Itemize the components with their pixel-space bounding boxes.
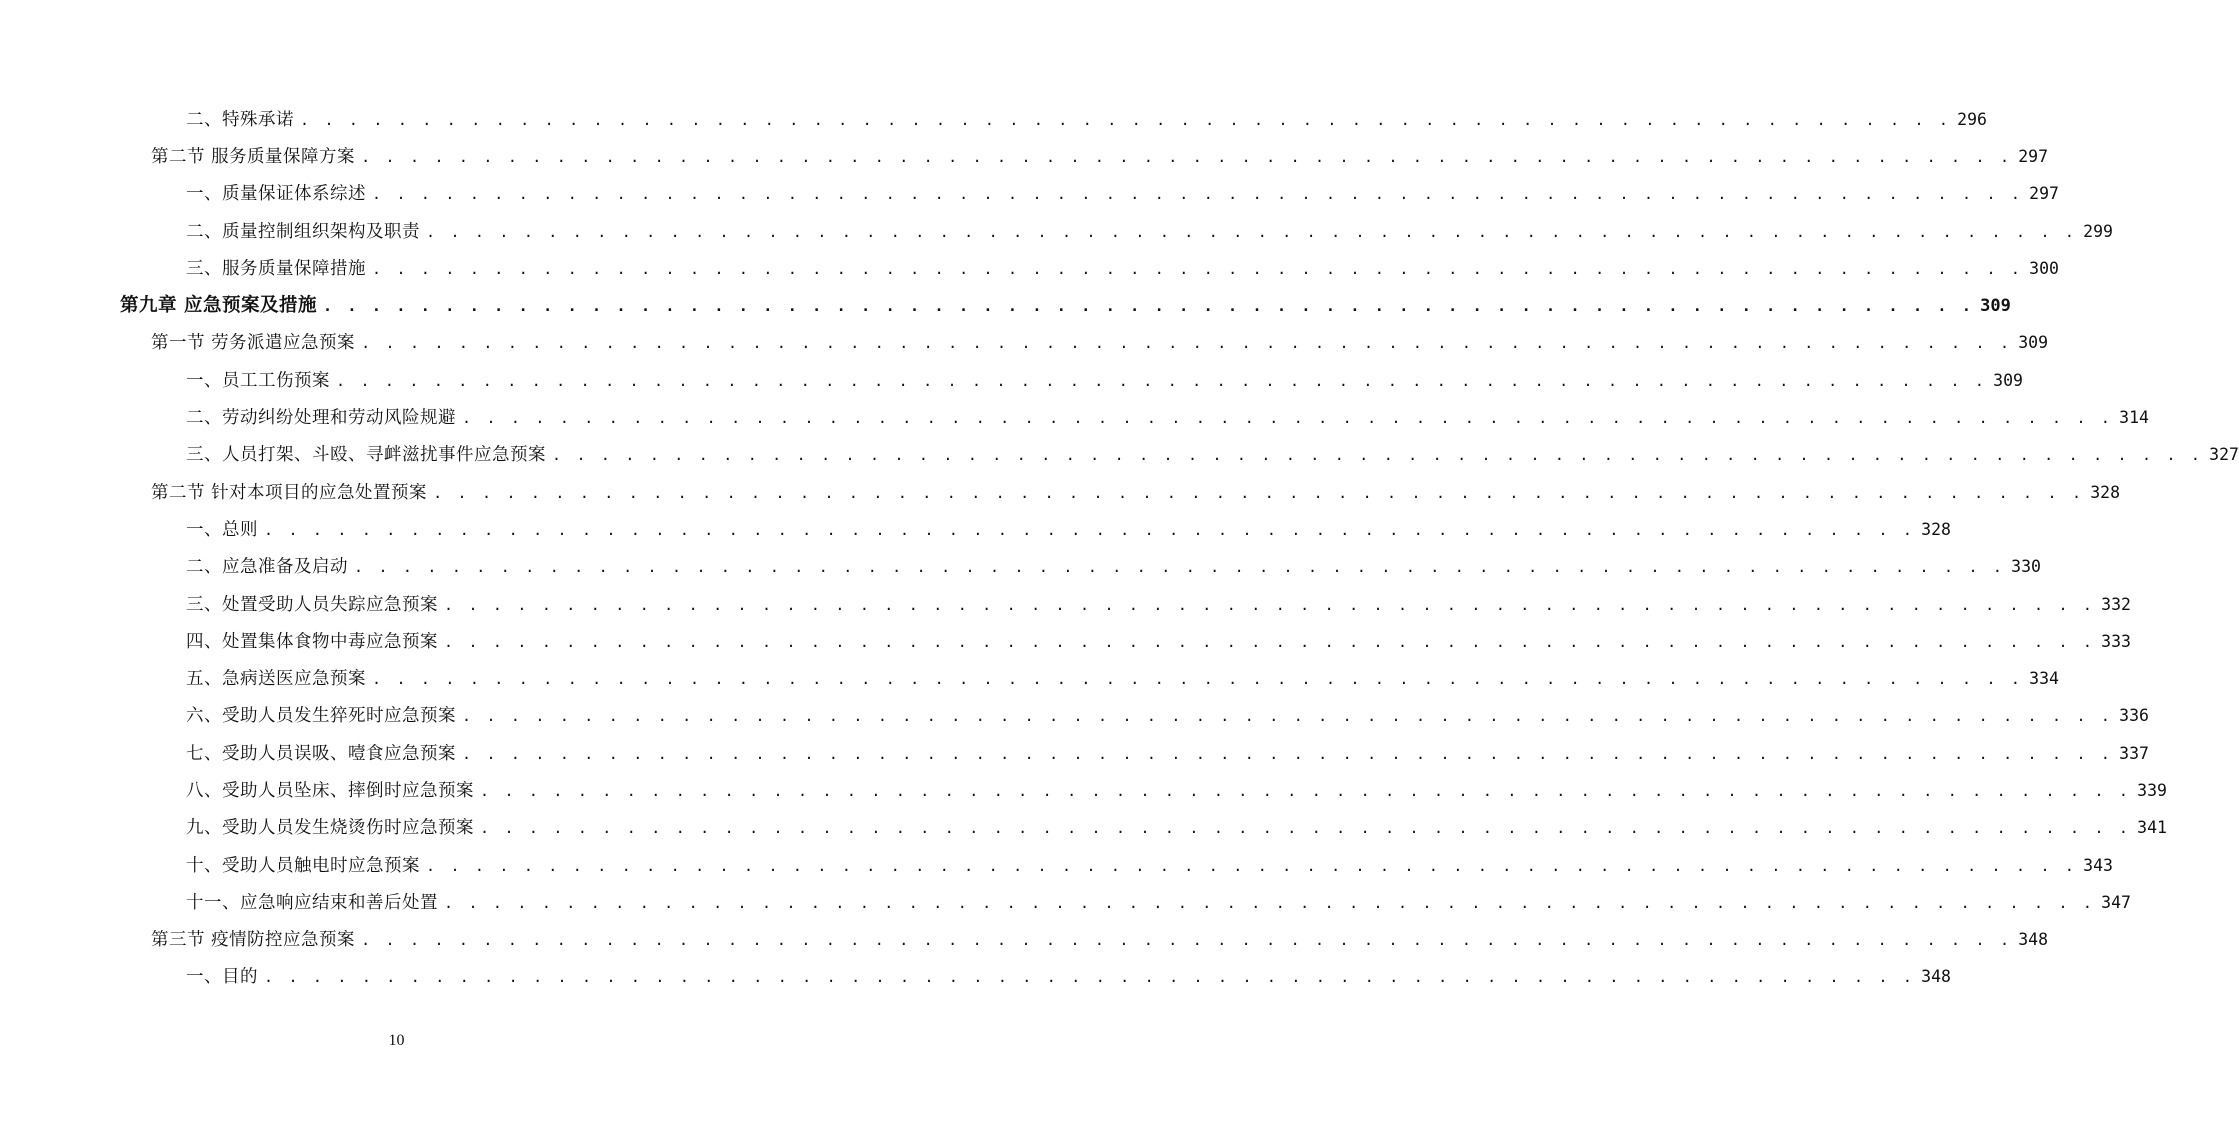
toc-dot-leader: . . . . . . . . . . . . . . . . . . . . . . . . . . . . . . . . . . . . . . . . . . . . . . . . . . . . . . . . . . . . . . . . . . . . (361, 931, 2013, 950)
toc-entry-page: 336 (2119, 706, 2149, 726)
toc-entry[interactable] (0, 474, 2121, 511)
toc-dot-leader: . . . . . . . . . . . . . . . . . . . . . . . . . . . . . . . . . . . . . . . . . . . . . . . . . . . . . . . . . . . . . . . . . . . . (322, 297, 1975, 316)
toc-entry-label: 十、受助人员触电时应急预案 (186, 855, 420, 876)
toc-entry-label: 一、员工工伤预案 (186, 370, 330, 391)
toc-entry-page: 297 (2029, 184, 2059, 204)
toc-entry-label: 三、服务质量保障措施 (186, 258, 366, 279)
toc-entry-label: 二、质量控制组织架构及职责 (186, 221, 420, 242)
toc-dot-leader: . . . . . . . . . . . . . . . . . . . . . . . . . . . . . . . . . . . . . . . . . . . . . . . . . . . . . . . . . . . . . . . . . . . . (480, 819, 2132, 838)
toc-dot-leader: . . . . . . . . . . . . . . . . . . . . . . . . . . . . . . . . . . . . . . . . . . . . . . . . . . . . . . . . . . . . . . . . . . . . (462, 707, 2114, 726)
toc-entry-label: 一、总则 (186, 519, 258, 540)
toc-entry[interactable] (0, 437, 2239, 474)
toc-entry[interactable] (0, 735, 2149, 772)
toc-dot-leader: . . . . . . . . . . . . . . . . . . . . . . . . . . . . . . . . . . . . . . . . . . . . . . . . . . . . . . . . . . . . . . . . . . . . (264, 968, 1916, 987)
toc-entry-page: 337 (2119, 743, 2149, 763)
toc-entry-label: 六、受助人员发生猝死时应急预案 (186, 706, 456, 727)
toc-entry[interactable] (0, 847, 2113, 884)
toc-entry[interactable] (0, 922, 2049, 959)
toc-entry-label: 二、特殊承诺 (186, 109, 294, 130)
toc-dot-leader: . . . . . . . . . . . . . . . . . . . . . . . . . . . . . . . . . . . . . . . . . . . . . . . . . . . . . . . . . . . . . . . . . . . . (264, 520, 1916, 539)
toc-entry-label: 第一节 劳务派遣应急预案 (151, 333, 356, 354)
toc-entry[interactable] (0, 287, 2011, 324)
toc-entry[interactable] (0, 213, 2113, 250)
toc-dot-leader: . . . . . . . . . . . . . . . . . . . . . . . . . . . . . . . . . . . . . . . . . . . . . . . . . . . . . . . . . . . . . . . . . . . . (462, 744, 2114, 763)
toc-entry-label: 第九章 应急预案及措施 (120, 295, 317, 317)
toc-entry[interactable] (0, 511, 1951, 548)
toc-entry-page: 332 (2101, 594, 2131, 614)
toc-entry-page: 309 (1980, 296, 2011, 317)
toc-entry-page: 339 (2137, 780, 2167, 800)
toc-entry[interactable] (0, 549, 2041, 586)
toc-entry-label: 二、应急准备及启动 (186, 557, 348, 578)
toc-entry[interactable] (0, 586, 2131, 623)
toc-entry-label: 十一、应急响应结束和善后处置 (186, 892, 438, 913)
toc-entry-label: 一、目的 (186, 967, 258, 988)
toc-dot-leader: . . . . . . . . . . . . . . . . . . . . . . . . . . . . . . . . . . . . . . . . . . . . . . . . . . . . . . . . . . . . . . . . . . . . (361, 334, 2013, 353)
toc-entry-page: 327 (2209, 445, 2239, 465)
toc-dot-leader: . . . . . . . . . . . . . . . . . . . . . . . . . . . . . . . . . . . . . . . . . . . . . . . . . . . . . . . . . . . . . . . . . . . . (444, 632, 2096, 651)
toc-dot-leader: . . . . . . . . . . . . . . . . . . . . . . . . . . . . . . . . . . . . . . . . . . . . . . . . . . . . . . . . . . . . . . . . . . . . (336, 371, 1988, 390)
table-of-contents (0, 101, 2239, 996)
toc-entry-page: 297 (2018, 146, 2049, 166)
toc-entry-page: 341 (2137, 818, 2167, 838)
toc-dot-leader: . . . . . . . . . . . . . . . . . . . . . . . . . . . . . . . . . . . . . . . . . . . . . . . . . . . . . . . . . . . . . . . . . . . . (372, 670, 2024, 689)
toc-entry-label: 九、受助人员发生烧烫伤时应急预案 (186, 818, 474, 839)
toc-entry[interactable] (0, 772, 2167, 809)
toc-entry[interactable] (0, 138, 2049, 175)
toc-entry-label: 第二节 针对本项目的应急处置预案 (151, 482, 428, 503)
toc-entry-label: 四、处置集体食物中毒应急预案 (186, 631, 438, 652)
toc-entry[interactable] (0, 362, 2023, 399)
toc-entry[interactable] (0, 399, 2149, 436)
toc-entry-page: 300 (2029, 258, 2059, 278)
toc-dot-leader: . . . . . . . . . . . . . . . . . . . . . . . . . . . . . . . . . . . . . . . . . . . . . . . . . . . . . . . . . . . . . . . . . . . . (426, 222, 2078, 241)
toc-dot-leader: . . . . . . . . . . . . . . . . . . . . . . . . . . . . . . . . . . . . . . . . . . . . . . . . . . . . . . . . . . . . . . . . . . . . (444, 893, 2096, 912)
toc-entry-page: 343 (2083, 855, 2113, 875)
toc-dot-leader: . . . . . . . . . . . . . . . . . . . . . . . . . . . . . . . . . . . . . . . . . . . . . . . . . . . . . . . . . . . . . . . . . . . . (361, 147, 2013, 166)
toc-entry-label: 八、受助人员坠床、摔倒时应急预案 (186, 780, 474, 801)
toc-entry[interactable] (0, 250, 2059, 287)
toc-entry-page: 309 (2018, 333, 2049, 353)
toc-entry-page: 334 (2029, 669, 2059, 689)
toc-entry[interactable] (0, 176, 2059, 213)
toc-entry-page: 330 (2011, 557, 2041, 577)
toc-dot-leader: . . . . . . . . . . . . . . . . . . . . . . . . . . . . . . . . . . . . . . . . . . . . . . . . . . . . . . . . . . . . . . . . . . . . (300, 110, 1952, 129)
toc-entry-page: 348 (1921, 967, 1951, 987)
toc-entry-page: 333 (2101, 631, 2131, 651)
toc-entry-label: 第三节 疫情防控应急预案 (151, 930, 356, 951)
toc-entry[interactable] (0, 101, 1987, 138)
toc-entry-label: 一、质量保证体系综述 (186, 184, 366, 205)
toc-dot-leader: . . . . . . . . . . . . . . . . . . . . . . . . . . . . . . . . . . . . . . . . . . . . . . . . . . . . . . . . . . . . . . . . . . . . (426, 856, 2078, 875)
toc-entry-label: 二、劳动纠纷处理和劳动风险规避 (186, 408, 456, 429)
toc-dot-leader: . . . . . . . . . . . . . . . . . . . . . . . . . . . . . . . . . . . . . . . . . . . . . . . . . . . . . . . . . . . . . . . . . . . . (444, 595, 2096, 614)
toc-entry[interactable] (0, 623, 2131, 660)
toc-entry-label: 五、急病送医应急预案 (186, 669, 366, 690)
toc-entry-page: 328 (2090, 482, 2121, 502)
toc-entry[interactable] (0, 698, 2149, 735)
toc-entry-page: 309 (1993, 370, 2023, 390)
toc-dot-leader: . . . . . . . . . . . . . . . . . . . . . . . . . . . . . . . . . . . . . . . . . . . . . . . . . . . . . . . . . . . . . . . . . . . . (433, 483, 2085, 502)
toc-dot-leader: . . . . . . . . . . . . . . . . . . . . . . . . . . . . . . . . . . . . . . . . . . . . . . . . . . . . . . . . . . . . . . . . . . . . (462, 409, 2114, 428)
toc-entry-label: 三、处置受助人员失踪应急预案 (186, 594, 438, 615)
toc-entry-page: 347 (2101, 892, 2131, 912)
toc-entry[interactable] (0, 325, 2049, 362)
toc-dot-leader: . . . . . . . . . . . . . . . . . . . . . . . . . . . . . . . . . . . . . . . . . . . . . . . . . . . . . . . . . . . . . . . . . . . . (552, 446, 2204, 465)
toc-entry-page: 299 (2083, 221, 2113, 241)
toc-entry-page: 328 (1921, 519, 1951, 539)
toc-entry[interactable] (0, 660, 2059, 697)
toc-entry-page: 348 (2018, 930, 2049, 950)
toc-dot-leader: . . . . . . . . . . . . . . . . . . . . . . . . . . . . . . . . . . . . . . . . . . . . . . . . . . . . . . . . . . . . . . . . . . . . (354, 558, 2006, 577)
toc-entry[interactable] (0, 884, 2131, 921)
toc-entry[interactable] (0, 959, 1951, 996)
page-number: 10 (388, 1032, 405, 1049)
toc-dot-leader: . . . . . . . . . . . . . . . . . . . . . . . . . . . . . . . . . . . . . . . . . . . . . . . . . . . . . . . . . . . . . . . . . . . . (372, 259, 2024, 278)
toc-entry-page: 314 (2119, 408, 2149, 428)
toc-entry-label: 第二节 服务质量保障方案 (151, 146, 356, 167)
toc-entry-label: 三、人员打架、斗殴、寻衅滋扰事件应急预案 (186, 445, 546, 466)
toc-dot-leader: . . . . . . . . . . . . . . . . . . . . . . . . . . . . . . . . . . . . . . . . . . . . . . . . . . . . . . . . . . . . . . . . . . . . (480, 781, 2132, 800)
toc-entry[interactable] (0, 810, 2167, 847)
toc-entry-page: 296 (1957, 109, 1987, 129)
toc-entry-label: 七、受助人员误吸、噎食应急预案 (186, 743, 456, 764)
toc-dot-leader: . . . . . . . . . . . . . . . . . . . . . . . . . . . . . . . . . . . . . . . . . . . . . . . . . . . . . . . . . . . . . . . . . . . . (372, 185, 2024, 204)
